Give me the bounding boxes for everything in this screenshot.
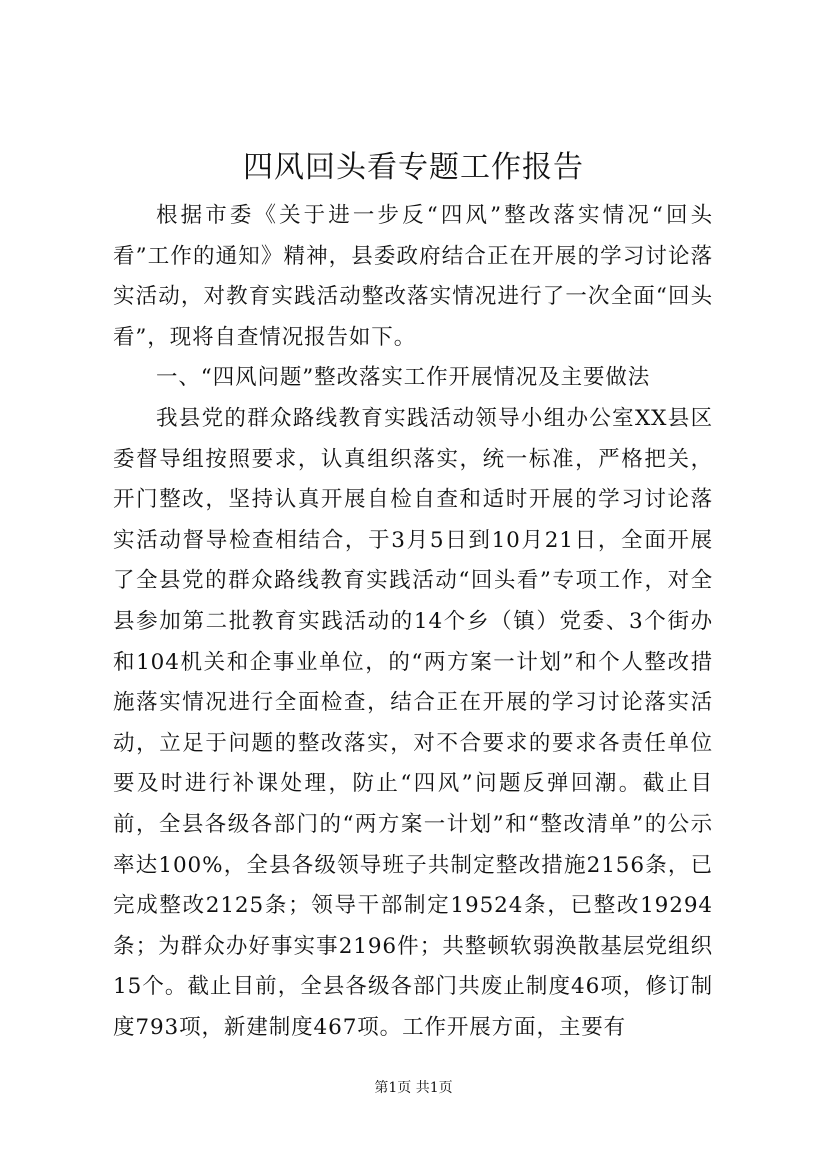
section-heading: 一、“四风问题”整改落实工作开展情况及主要做法 — [156, 365, 651, 391]
body-paragraph: 我县党的群众路线教育实践活动领导小组办公室XX县区委督导组按照要求，认真组织落实，统一标准，严格把关，开门整改，坚持认真开展自检自查和适时开展的学习讨论落实活动督导检查相结合，于3月5日到10月21日，全面开展了全县党的群众路线教育实践活动“回头看”专项工作，对全县参加第二批教育实践活动的14个乡（镇）党委、3个街办和104机关和企事业单位，的“两方案一计划”和个人整改措施落实情况进行全面检查，结合正在开展的学习讨论落实活动，立足于问题的整改落实，对不合要求的要求各责任单位要及时进行补课处理，防止“四风”问题反弹回潮。截止目前，全县各级各部门的“两方案一计划”和“整改清单”的公示率达100%，全县各级领导班子共制定整改措施2156条，已完成整改2125条；领导干部制定19524条，已整改19294条；为群众办好事实事2196件；共整顿软弱涣散基层党组织15个。截止目前，全县各级各部门共废止制度46项，修订制度793项，新建制度467项。工作开展方面，主要有 — [113, 405, 713, 1040]
intro-paragraph: 根据市委《关于进一步反“四风”整改落实情况“回头看”工作的通知》精神，县委政府结合正在开展的学习讨论落实活动，对教育实践活动整改落实情况进行了一次全面“回头看”，现将自查情况报告如下。 — [113, 203, 713, 350]
page-footer: 第1页 共1页 — [374, 1080, 453, 1096]
document-title: 四风回头看专题工作报告 — [243, 150, 584, 185]
document-body — [113, 196, 713, 1048]
